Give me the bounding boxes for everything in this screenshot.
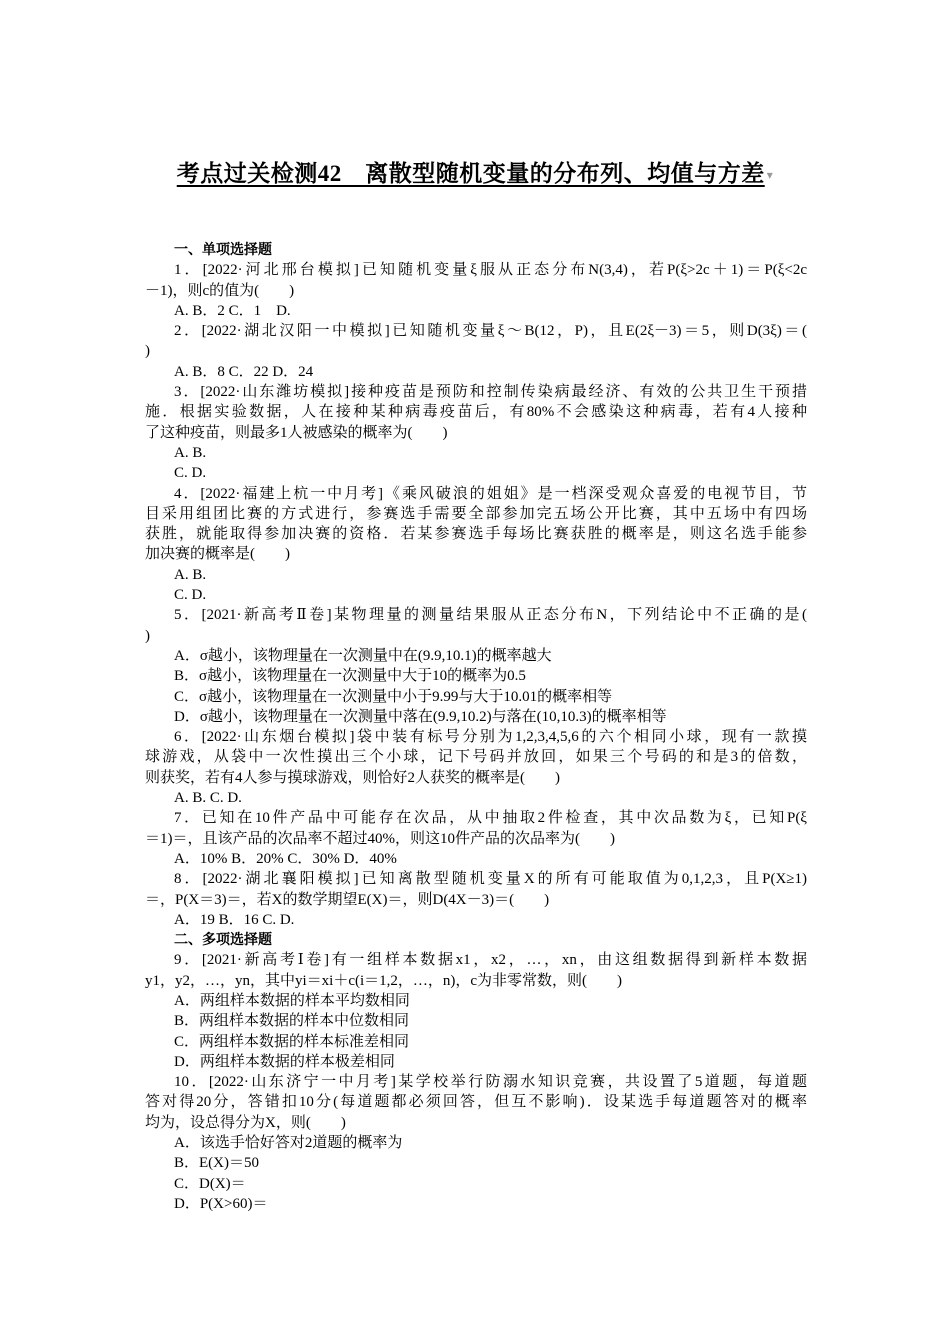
question-10-option-b: B．E(X)＝50 [174,1155,259,1172]
question-6-options: A. B. C. D. [174,790,242,807]
question-4-line: 目采用组团比赛的方式进行，参赛选手需要全部参加完五场公开比赛，其中五场中有四场 [145,505,807,522]
page-title [0,155,950,188]
question-10-line: 答对得20分，答错扣10分(每道题都必须回答，但互不影响)．设某选手每道题答对的概率 [145,1094,807,1111]
question-9-option-a: A．两组样本数据的样本平均数相同 [174,992,410,1009]
question-5-option-d: D．σ越小，该物理量在一次测量中落在(9.9,10.2)与落在(10,10.3)的概率相等 [174,708,667,725]
question-7-options: A．10% B．20% C．30% D．40% [174,850,397,867]
question-8-line: 8．[2022·湖北襄阳模拟]已知离散型随机变量X的所有可能取值为0,1,2,3，且P(X≥1) [174,871,807,888]
question-4-line: 4．[2022·福建上杭一中月考]《乘风破浪的姐姐》是一档深受观众喜爱的电视节目，节 [174,485,807,502]
question-3-line: 施．根据实验数据，人在接种某种病毒疫苗后，有80%不会感染这种病毒，若有4人接种 [145,404,807,421]
question-6-line: 球游戏，从袋中一次性摸出三个小球，记下号码并放回，如果三个号码的和是3的倍数， [145,749,807,766]
question-10-line: 均为，设总得分为X，则( ) [145,1114,346,1131]
question-3-options: C. D. [174,465,207,482]
question-5-option-c: C．σ越小，该物理量在一次测量中小于9.99与大于10.01的概率相等 [174,688,613,705]
question-8-options: A．19 B．16 C. D. [174,911,295,928]
question-2-options: A. B．8 C．22 D．24 [174,363,314,380]
question-5-line: 5．[2021·新高考Ⅱ卷]某物理量的测量结果服从正态分布N，下列结论中不正确的是( [174,607,807,624]
question-10-option-a: A．该选手恰好答对2道题的概率为 [174,1135,403,1152]
dropdown-marker-icon: ▾ [766,168,774,183]
question-1-line: 1．[2022·河北邢台模拟]已知随机变量ξ服从正态分布N(3,4)，若P(ξ>2c＋1)＝P(ξ<2c [174,262,807,279]
question-9-line: 9．[2021·新高考Ⅰ卷]有一组样本数据x1，x2，…，xn，由这组数据得到新样本数据 [174,952,807,969]
question-3-options: A. B. [174,444,207,461]
question-1-options: A. B．2 C．1 D. [174,302,291,319]
question-9-option-d: D．两组样本数据的样本极差相同 [174,1053,395,1070]
question-3-line: 了这种疫苗，则最多1人被感染的概率为( ) [145,424,448,441]
question-7-line: ＝1)＝，且该产品的次品率不超过40%，则这10件产品的次品率为( ) [145,830,615,847]
question-9-option-b: B．两组样本数据的样本中位数相同 [174,1013,410,1030]
question-6-line: 6．[2022·山东烟台模拟]袋中装有标号分别为1,2,3,4,5,6的六个相同小球，现有一款摸 [174,729,807,746]
question-1-line: －1)，则c的值为( ) [145,282,295,299]
document-body [145,240,807,1214]
question-5-option-a: A．σ越小，该物理量在一次测量中在(9.9,10.1)的概率越大 [174,647,552,664]
question-6-line: 则获奖，若有4人参与摸球游戏，则恰好2人获奖的概率是( ) [145,769,560,786]
question-5-line: ) [145,627,150,644]
question-5-option-b: B．σ越小，该物理量在一次测量中大于10的概率为0.5 [174,668,526,685]
question-9-line: y1，y2，…，yn，其中yi＝xi＋c(i＝1,2，…，n)，c为非零常数，则( ) [145,972,623,989]
question-7-line: 7．已知在10件产品中可能存在次品，从中抽取2件检查，其中次品数为ξ，已知P(ξ [174,810,807,827]
question-9-option-c: C．两组样本数据的样本标准差相同 [174,1033,410,1050]
question-3-line: 3．[2022·山东潍坊模拟]接种疫苗是预防和控制传染病最经济、有效的公共卫生干预措 [174,384,807,401]
question-10-line: 10．[2022·山东济宁一中月考]某学校举行防溺水知识竞赛，共设置了5道题，每道题 [174,1074,807,1091]
question-2-line: 2．[2022·湖北汉阳一中模拟]已知随机变量ξ～B(12，P)，且E(2ξ－3)＝5，则D(3ξ)＝( [174,323,807,340]
question-10-option-d: D．P(X>60)＝ [174,1195,268,1212]
question-4-line: 获胜，就能取得参加决赛的资格．若某参赛选手每场比赛获胜的概率是，则这名选手能参 [145,526,807,543]
question-8-line: ＝，P(X＝3)＝，若X的数学期望E(X)＝，则D(4X－3)＝( ) [145,891,550,908]
section-heading-multiple-choice: 二、多项选择题 [174,932,272,949]
section-heading-single-choice: 一、单项选择题 [174,242,272,258]
title-text: 考点过关检测42 离散型随机变量的分布列、均值与方差 [176,161,765,186]
question-4-options: C. D. [174,587,207,604]
question-4-options: A. B. [174,566,207,583]
question-2-line: ) [145,343,150,360]
question-4-line: 加决赛的概率是( ) [145,546,290,563]
question-10-option-c: C．D(X)＝ [174,1175,246,1192]
